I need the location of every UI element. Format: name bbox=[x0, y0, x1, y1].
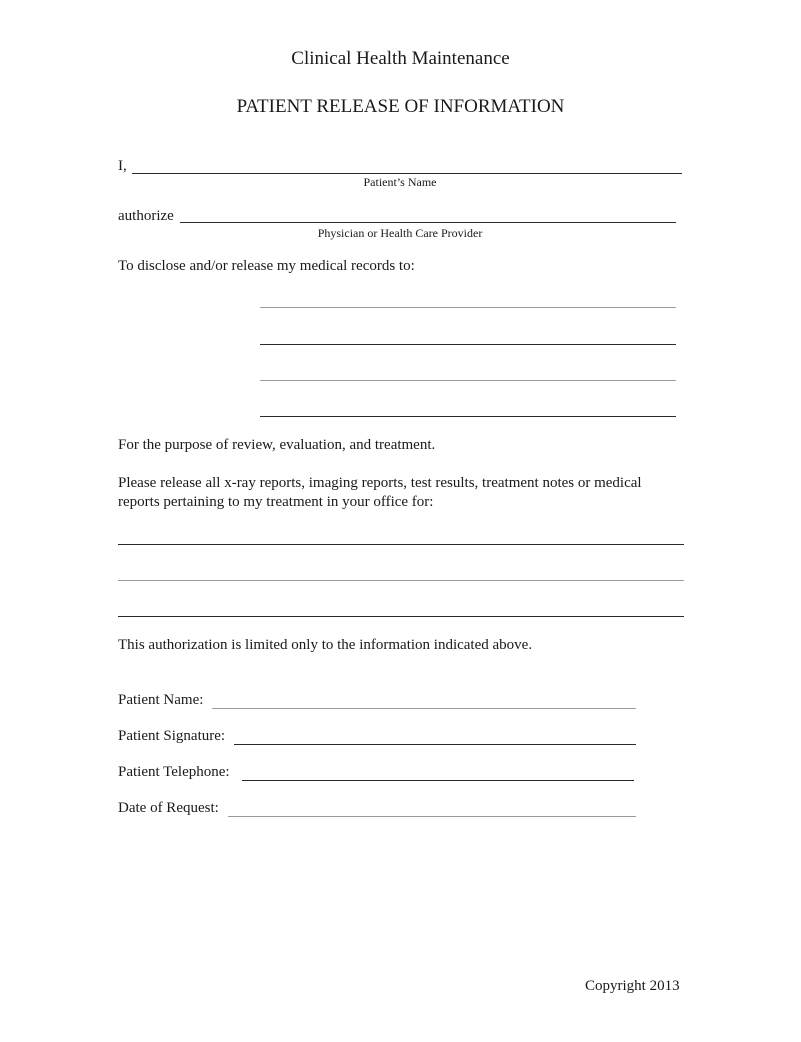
document-subtitle: PATIENT RELEASE OF INFORMATION bbox=[236, 96, 565, 117]
patient-signature-label: Patient Signature: bbox=[118, 728, 226, 744]
patient-name-caption: Patient’s Name bbox=[363, 175, 437, 189]
records-line-3[interactable] bbox=[118, 616, 684, 617]
document-title: Clinical Health Maintenance bbox=[291, 48, 510, 69]
date-label: Date of Request: bbox=[118, 800, 219, 816]
records-line-2[interactable] bbox=[118, 580, 684, 581]
release-paragraph bbox=[118, 474, 688, 512]
patient-telephone-label: Patient Telephone: bbox=[118, 764, 230, 780]
authorize-label: authorize bbox=[118, 208, 174, 224]
patient-name-label: Patient Name: bbox=[118, 692, 204, 708]
release-text-line-2: reports pertaining to my treatment in your office for: bbox=[118, 494, 434, 510]
records-line-1[interactable] bbox=[118, 544, 684, 545]
recipient-line-1[interactable] bbox=[260, 307, 676, 308]
release-text-line-1: Please release all x-ray reports, imaging reports, test results, treatment notes or medical bbox=[118, 475, 642, 491]
purpose-text: For the purpose of review, evaluation, and treatment. bbox=[118, 437, 436, 453]
provider-caption: Physician or Health Care Provider bbox=[317, 226, 483, 240]
provider-line[interactable] bbox=[180, 222, 676, 223]
disclose-text: To disclose and/or release my medical records to: bbox=[118, 258, 415, 274]
recipient-line-4[interactable] bbox=[260, 416, 676, 417]
recipient-line-2[interactable] bbox=[260, 344, 676, 345]
patient-name-field[interactable] bbox=[212, 708, 636, 709]
i-label: I, bbox=[118, 158, 127, 174]
patient-signature-field[interactable] bbox=[234, 744, 636, 745]
limited-text: This authorization is limited only to the information indicated above. bbox=[118, 637, 533, 653]
date-field[interactable] bbox=[228, 816, 636, 817]
patient-telephone-field[interactable] bbox=[242, 780, 634, 781]
recipient-line-3[interactable] bbox=[260, 380, 676, 381]
patient-name-line[interactable] bbox=[132, 173, 682, 174]
copyright-text: Copyright 2013 bbox=[585, 978, 680, 994]
